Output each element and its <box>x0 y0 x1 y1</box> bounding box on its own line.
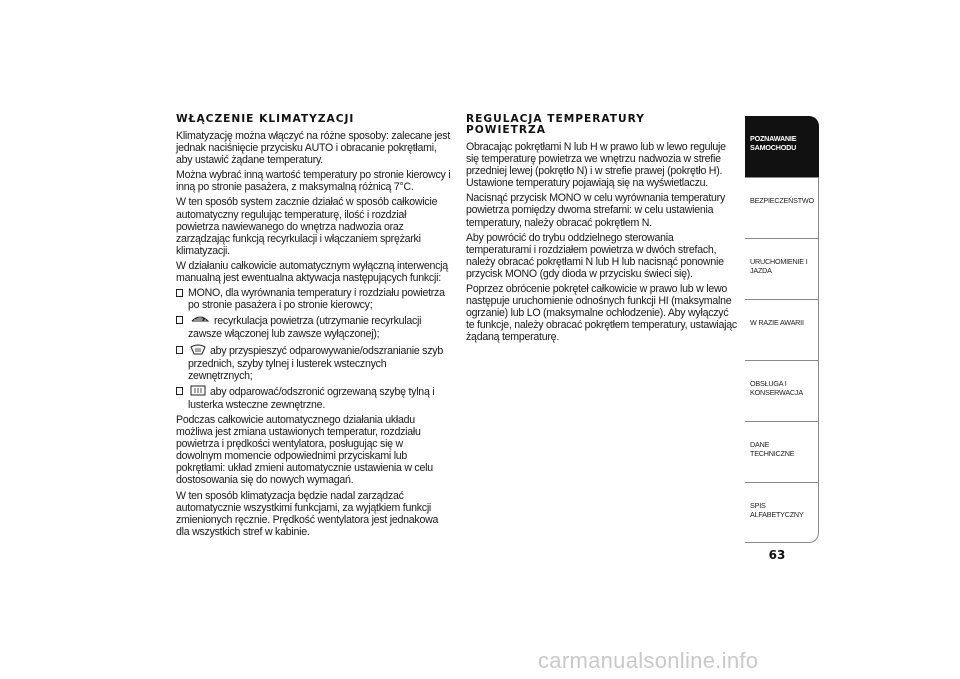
tab-uruchomienie-i-jazda[interactable]: URUCHOMIENIE I JAZDA <box>745 238 819 299</box>
bullet-box-icon <box>176 316 183 324</box>
paragraph: Aby powrócić do trybu oddzielnego sterowania temperaturami i rozdziałem powietrza w dwóch strefach, należy obracać pokrętłami N lub H lub nacisnąć ponownie przycisk MONO (gdy dioda w przycisku świeci się). <box>466 231 724 280</box>
chapter-tabs <box>745 116 819 543</box>
paragraph: Poprzez obrócenie pokręteł całkowicie w prawo lub w lewo następuje uruchomienie odnośnych funkcji HI (maksymalne ogrzanie) lub LO (maksymalne ochłodzenie). Aby wyłączyć te funkcje, należy obracać pokrętłem temperatury, ustawiając żądaną temperaturę. <box>466 283 737 344</box>
tab-w-razie-awarii[interactable]: W RAZIE AWARII <box>745 299 819 360</box>
tab-poznawanie-samochodu[interactable]: POZNAWANIE SAMOCHODU <box>745 116 819 177</box>
tab-spis-alfabetyczny[interactable]: SPIS ALFABETYCZNY <box>745 482 819 543</box>
recirculation-icon <box>190 314 210 328</box>
tab-bezpieczenstwo[interactable]: BEZPIECZEŃSTWO <box>745 177 819 238</box>
paragraph: W działaniu całkowicie automatycznym wyłączną interwencją manualną jest ewentualna aktywacja następujących funkcji: <box>176 259 448 285</box>
left-column <box>176 114 451 541</box>
tab-dane-techniczne[interactable]: DANE TECHNICZNE <box>745 421 819 482</box>
paragraph: W ten sposób system zacznie działać w sposób całkowicie automatyczny regulując temperaturę, ilość i rozdział powietrza nawiewanego do wnętrza nadwozia oraz zarządzając funkcją recyrkulacji i włączaniem sprężarki klimatyzacji. <box>176 196 438 257</box>
paragraph: Nacisnąć przycisk MONO w celu wyrównania temperatury powietrza pomiędzy dwoma strefami: w celu ustawienia temperatury, należy obracać pokrętłem N. <box>466 192 725 229</box>
bullet-box-icon <box>176 387 183 395</box>
right-column <box>466 114 738 347</box>
paragraph: Podczas całkowicie automatycznego działania układu możliwa jest zmiana ustawionych temperatur, rozdziału powietrza i prędkości wentylatora, posługując się w dowolnym momencie odpowiednimi przyciskami lub pokrętłami: układ zmieni automatycznie ustawienia w celu dostosowania się do nowych wymagań. <box>176 413 433 487</box>
list-item: aby odparować/odszronić ogrzewaną szybę tylną i lusterka wsteczne zewnętrzne. <box>176 385 451 411</box>
section-heading-temperature: REGULACJA TEMPERATURY POWIETRZA <box>466 113 645 136</box>
front-defrost-icon <box>190 344 206 358</box>
rear-defrost-icon <box>190 385 206 399</box>
paragraph: Obracając pokrętłami N lub H w prawo lub w lewo reguluje się temperaturę powietrza we wnętrzu nadwozia w strefie przedniej lewej (pokrętło N) i w strefie prawej (pokrętło H). Ustawione temperatury pojawiają się na wyświetlaczu. <box>466 141 726 190</box>
paragraph: W ten sposób klimatyzacja będzie nadal zarządzać automatycznie wszystkimi funkcjami, za wyjątkiem funkcji zmienionych ręcznie. Prędkość wentylatora jest jednakowa dla wszystkich stref w kabinie. <box>176 489 439 538</box>
bullet-box-icon <box>176 346 183 354</box>
page-number: 63 <box>768 548 786 562</box>
bullet-box-icon <box>176 289 183 297</box>
section-heading-climate-on: WŁĄCZENIE KLIMATYZACJI <box>176 113 355 125</box>
tab-obsluga-i-konserwacja[interactable]: OBSŁUGA I KONSERWACJA <box>745 360 819 421</box>
list-item: aby przyspieszyć odparowywanie/odszranianie szyb przednich, szyby tylnej i lusterek wstecznych zewnętrznych; <box>176 344 451 382</box>
paragraph: Można wybrać inną wartość temperatury po stronie kierowcy i inną po stronie pasażera, z maksymalną różnicą 7°C. <box>176 169 451 194</box>
paragraph: Klimatyzację można włączyć na różne sposoby: zalecane jest jednak naciśnięcie przycisku AUTO i obracanie pokrętłami, aby ustawić żądane temperatury. <box>176 130 451 167</box>
list-item: MONO, dla wyrównania temperatury i rozdziału powietrza po stronie pasażera i po stronie kierowcy; <box>176 287 451 311</box>
list-item: recyrkulacja powietrza (utrzymanie recyrkulacji zawsze włączonej lub zawsze wyłączonej); <box>176 314 451 340</box>
watermark: carmanualsonline.info <box>538 648 759 673</box>
